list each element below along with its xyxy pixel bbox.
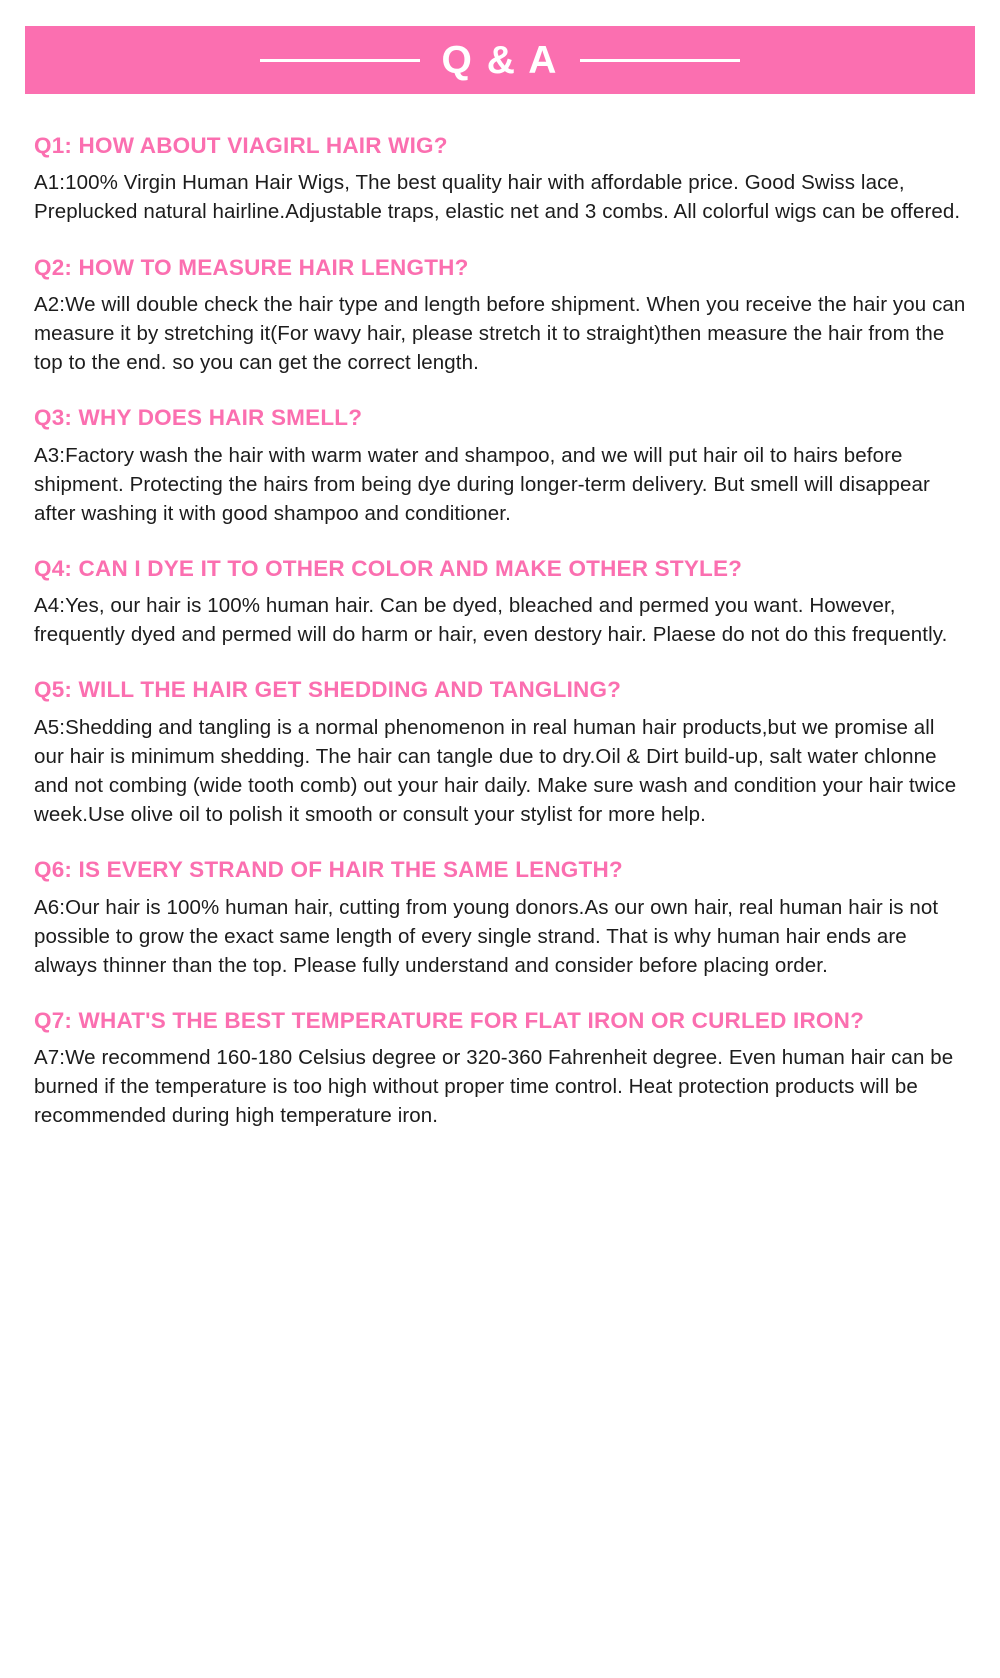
faq-question: Q1: HOW ABOUT VIAGIRL HAIR WIG? — [34, 133, 448, 158]
faq-question: Q4: CAN I DYE IT TO OTHER COLOR AND MAKE OTHER STYLE? — [34, 555, 743, 581]
faq-item — [34, 555, 966, 650]
right-rule-icon — [580, 59, 740, 62]
faq-item — [34, 676, 966, 829]
faq-item — [34, 1007, 966, 1131]
header-banner-inner — [25, 38, 975, 82]
faq-question: Q7: WHAT'S THE BEST TEMPERATURE FOR FLAT IRON OR CURLED IRON? — [34, 1007, 865, 1033]
faq-page — [0, 26, 1000, 1678]
faq-question: Q3: WHY DOES HAIR SMELL? — [34, 405, 363, 431]
faq-item — [34, 132, 966, 227]
faq-item — [34, 404, 966, 528]
faq-answer: A5:Shedding and tangling is a normal phenomenon in real human hair products,but we promise all our hair is minimum shedding. The hair can tangle due to dry.Oil & Dirt build-up, salt water chlonne and not combing (wide tooth comb) out your hair daily. Make sure wash and condition your hair twice week.Use olive oil to polish it smooth or consult your stylist for more help. — [34, 715, 957, 827]
faq-answer: A3:Factory wash the hair with warm water and shampoo, and we will put hair oil to hairs before shipment. Protecting the hairs from being dye during longer-term delivery. But smell will disappear after washing it with good shampoo and conditioner. — [34, 443, 930, 525]
faq-answer: A4:Yes, our hair is 100% human hair. Can be dyed, bleached and permed you want. However, frequently dyed and permed will do harm or hair, even destory hair. Plaese do not do this frequently. — [34, 594, 948, 647]
left-rule-icon — [260, 59, 420, 62]
faq-answer: A2:We will double check the hair type and length before shipment. When you receive the hair you can measure it by stretching it(For wavy hair, please stretch it to straight)then measure the hair from the top to the end. so you can get the correct length. — [34, 292, 966, 375]
faq-answer: A7:We recommend 160-180 Celsius degree or 320-360 Fahrenheit degree. Even human hair can be burned if the temperature is too high without proper time control. Heat protection products will be recommended during high temperature iron. — [34, 1046, 954, 1128]
faq-question: Q6: IS EVERY STRAND OF HAIR THE SAME LENGTH? — [34, 857, 623, 883]
faq-answer: A1:100% Virgin Human Hair Wigs, The best quality hair with affordable price. Good Swiss lace, Preplucked natural hairline.Adjustable traps, elastic net and 3 combs. All colorful wigs can be offered. — [34, 171, 961, 224]
faq-item — [34, 254, 966, 378]
faq-list — [0, 94, 1000, 1131]
header-banner — [25, 26, 975, 94]
faq-question: Q2: HOW TO MEASURE HAIR LENGTH? — [34, 254, 469, 280]
faq-answer: A6:Our hair is 100% human hair, cutting from young donors.As our own hair, real human hair is not possible to grow the exact same length of every single strand. That is why human hair ends are always thinner than the top. Please fully understand and consider before placing order. — [34, 895, 939, 977]
page-title: Q & A — [441, 38, 559, 82]
faq-question: Q5: WILL THE HAIR GET SHEDDING AND TANGLING? — [34, 677, 622, 703]
faq-item — [34, 856, 966, 980]
